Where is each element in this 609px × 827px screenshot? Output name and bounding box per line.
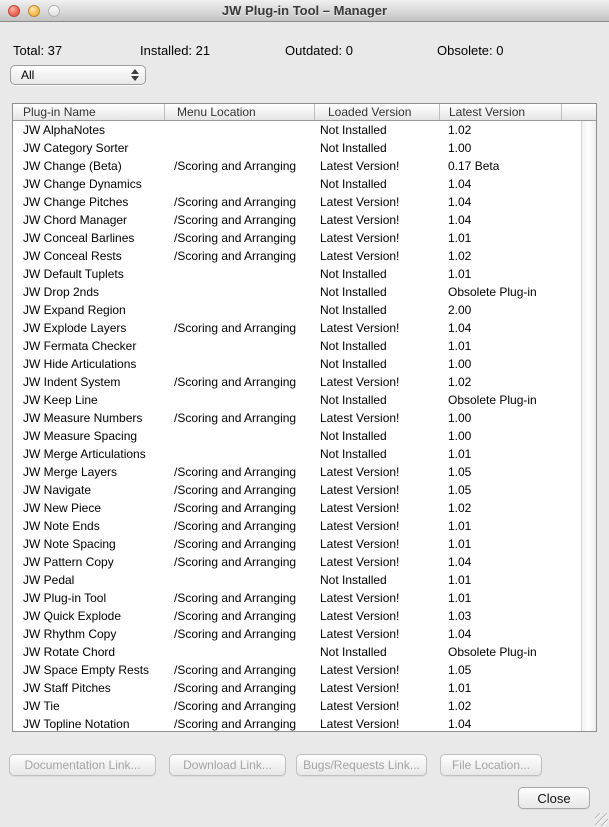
table-row[interactable] (13, 211, 581, 229)
cell-c1: JW Explode Layers (23, 321, 127, 335)
table-row[interactable] (13, 463, 581, 481)
cell-c1: JW Measure Numbers (23, 411, 143, 425)
cell-c4: 1.00 (448, 411, 472, 425)
cell-c3: Latest Version! (320, 591, 400, 605)
cell-c2: /Scoring and Arranging (174, 465, 297, 479)
cell-c4: 1.02 (448, 699, 472, 713)
table-row[interactable] (13, 715, 581, 731)
cell-c1: JW Conceal Barlines (23, 231, 135, 245)
plugin-table (12, 103, 597, 732)
cell-c2: /Scoring and Arranging (174, 519, 297, 533)
cell-c2: /Scoring and Arranging (174, 627, 297, 641)
cell-c1: JW Merge Articulations (23, 447, 146, 461)
cell-c4: 1.04 (448, 195, 472, 209)
cell-c1: JW Space Empty Rests (23, 663, 150, 677)
cell-c2: /Scoring and Arranging (174, 411, 297, 425)
table-row[interactable] (13, 427, 581, 445)
table-row[interactable] (13, 283, 581, 301)
column-header-latest-version[interactable]: Latest Version (439, 104, 561, 120)
stat-installed: Installed: 21 (140, 43, 211, 58)
cell-c3: Latest Version! (320, 699, 400, 713)
cell-c1: JW Conceal Rests (23, 249, 122, 263)
cell-c2: /Scoring and Arranging (174, 537, 297, 551)
cell-c4: 1.01 (448, 519, 472, 533)
cell-c4: 1.04 (448, 555, 472, 569)
cell-c3: Latest Version! (320, 555, 400, 569)
table-row[interactable] (13, 535, 581, 553)
cell-c1: JW Note Spacing (23, 537, 116, 551)
column-header-blank (561, 104, 596, 120)
cell-c1: JW Navigate (23, 483, 92, 497)
vertical-scrollbar[interactable] (581, 121, 596, 731)
cell-c1: JW Change Dynamics (23, 177, 142, 191)
cell-c3: Not Installed (320, 339, 387, 353)
popup-stepper-icon (130, 69, 139, 81)
cell-c1: JW Topline Notation (23, 717, 130, 731)
cell-c1: JW Staff Pitches (23, 681, 111, 695)
table-row[interactable] (13, 589, 581, 607)
cell-c3: Not Installed (320, 177, 387, 191)
cell-c3: Latest Version! (320, 249, 400, 263)
cell-c4: 1.01 (448, 573, 472, 587)
cell-c1: JW Tie (23, 699, 60, 713)
cell-c1: JW Category Sorter (23, 141, 129, 155)
cell-c1: JW Plug-in Tool (23, 591, 107, 605)
file-location-button: File Location... (440, 754, 542, 776)
cell-c4: 1.05 (448, 483, 472, 497)
resize-grip[interactable] (595, 813, 608, 826)
window-title: JW Plug-in Tool – Manager (221, 3, 388, 18)
cell-c2: /Scoring and Arranging (174, 501, 297, 515)
cell-c4: Obsolete Plug-in (448, 393, 537, 407)
table-row[interactable] (13, 679, 581, 697)
cell-c3: Latest Version! (320, 501, 400, 515)
cell-c1: JW Measure Spacing (23, 429, 138, 443)
table-header (13, 104, 596, 121)
bugs-requests-link-button: Bugs/Requests Link... (296, 754, 427, 776)
table-row[interactable] (13, 499, 581, 517)
cell-c1: JW Rhythm Copy (23, 627, 117, 641)
cell-c1: JW Drop 2nds (23, 285, 100, 299)
cell-c3: Latest Version! (320, 159, 400, 173)
table-row[interactable] (13, 157, 581, 175)
cell-c3: Not Installed (320, 303, 387, 317)
table-row[interactable] (13, 301, 581, 319)
table-row[interactable] (13, 625, 581, 643)
cell-c4: 1.04 (448, 627, 472, 641)
cell-c3: Latest Version! (320, 519, 400, 533)
cell-c2: /Scoring and Arranging (174, 195, 297, 209)
cell-c3: Latest Version! (320, 483, 400, 497)
cell-c4: 1.04 (448, 321, 472, 335)
cell-c2: /Scoring and Arranging (174, 699, 297, 713)
cell-c4: 2.00 (448, 303, 472, 317)
cell-c2: /Scoring and Arranging (174, 249, 297, 263)
table-body (13, 121, 581, 731)
cell-c1: JW Indent System (23, 375, 121, 389)
stat-total: Total: 37 (13, 43, 63, 58)
table-row[interactable] (13, 193, 581, 211)
cell-c3: Not Installed (320, 645, 387, 659)
cell-c3: Latest Version! (320, 231, 400, 245)
cell-c4: 1.01 (448, 681, 472, 695)
cell-c2: /Scoring and Arranging (174, 483, 297, 497)
cell-c3: Latest Version! (320, 321, 400, 335)
cell-c3: Not Installed (320, 267, 387, 281)
cell-c2: /Scoring and Arranging (174, 159, 297, 173)
cell-c2: /Scoring and Arranging (174, 663, 297, 677)
table-row[interactable] (13, 661, 581, 679)
cell-c2: /Scoring and Arranging (174, 321, 297, 335)
table-row[interactable] (13, 247, 581, 265)
cell-c3: Not Installed (320, 285, 387, 299)
cell-c2: /Scoring and Arranging (174, 591, 297, 605)
table-row[interactable] (13, 571, 581, 589)
cell-c4: 1.02 (448, 249, 472, 263)
cell-c1: JW Keep Line (23, 393, 98, 407)
cell-c3: Not Installed (320, 123, 387, 137)
cell-c4: 1.01 (448, 447, 472, 461)
cell-c1: JW AlphaNotes (23, 123, 106, 137)
cell-c3: Latest Version! (320, 375, 400, 389)
stat-outdated: Outdated: 0 (285, 43, 353, 58)
cell-c3: Latest Version! (320, 465, 400, 479)
cell-c4: 1.00 (448, 357, 472, 371)
cell-c3: Not Installed (320, 141, 387, 155)
cell-c4: 1.05 (448, 465, 472, 479)
cell-c1: JW New Piece (23, 501, 102, 515)
cell-c4: Obsolete Plug-in (448, 645, 537, 659)
cell-c2: /Scoring and Arranging (174, 681, 297, 695)
cell-c1: JW Fermata Checker (23, 339, 137, 353)
title-bar (0, 0, 609, 22)
cell-c3: Not Installed (320, 447, 387, 461)
cell-c2: /Scoring and Arranging (174, 609, 297, 623)
filter-dropdown[interactable] (10, 65, 146, 85)
table-row[interactable] (13, 319, 581, 337)
cell-c4: 1.03 (448, 609, 472, 623)
table-row[interactable] (13, 121, 581, 139)
cell-c1: JW Hide Articulations (23, 357, 137, 371)
cell-c3: Latest Version! (320, 213, 400, 227)
cell-c4: 1.01 (448, 591, 472, 605)
cell-c3: Not Installed (320, 573, 387, 587)
cell-c1: JW Default Tuplets (23, 267, 124, 281)
cell-c3: Not Installed (320, 393, 387, 407)
cell-c2: /Scoring and Arranging (174, 231, 297, 245)
cell-c2: /Scoring and Arranging (174, 213, 297, 227)
cell-c2: /Scoring and Arranging (174, 555, 297, 569)
cell-c3: Latest Version! (320, 411, 400, 425)
column-header-menu-location[interactable]: Menu Location (164, 104, 314, 120)
table-row[interactable] (13, 229, 581, 247)
download-link-button: Download Link... (169, 754, 286, 776)
filter-selected-value: All (21, 68, 35, 82)
close-button[interactable]: Close (518, 787, 590, 809)
table-row[interactable] (13, 553, 581, 571)
cell-c1: JW Rotate Chord (23, 645, 116, 659)
table-row[interactable] (13, 373, 581, 391)
cell-c1: JW Pedal (23, 573, 75, 587)
cell-c3: Latest Version! (320, 627, 400, 641)
table-row[interactable] (13, 445, 581, 463)
stat-obsolete: Obsolete: 0 (437, 43, 504, 58)
cell-c4: 1.00 (448, 429, 472, 443)
documentation-link-button: Documentation Link... (9, 754, 156, 776)
cell-c4: 1.01 (448, 231, 472, 245)
cell-c4: 1.05 (448, 663, 472, 677)
table-row[interactable] (13, 391, 581, 409)
cell-c1: JW Chord Manager (23, 213, 128, 227)
cell-c1: JW Merge Layers (23, 465, 118, 479)
cell-c3: Latest Version! (320, 195, 400, 209)
table-row[interactable] (13, 139, 581, 157)
cell-c1: JW Change Pitches (23, 195, 129, 209)
column-header-plugin-name[interactable]: Plug-in Name (23, 105, 96, 119)
cell-c1: JW Change (Beta) (23, 159, 122, 173)
cell-c4: 1.02 (448, 501, 472, 515)
column-header-loaded-version[interactable]: Loaded Version (314, 104, 439, 120)
cell-c3: Not Installed (320, 429, 387, 443)
cell-c4: 1.04 (448, 213, 472, 227)
cell-c3: Latest Version! (320, 537, 400, 551)
cell-c4: 1.04 (448, 177, 472, 191)
cell-c3: Not Installed (320, 357, 387, 371)
cell-c4: 1.02 (448, 123, 472, 137)
cell-c1: JW Quick Explode (23, 609, 122, 623)
table-row[interactable] (13, 409, 581, 427)
table-row[interactable] (13, 643, 581, 661)
cell-c4: 0.17 Beta (448, 159, 500, 173)
cell-c2: /Scoring and Arranging (174, 375, 297, 389)
cell-c4: 1.04 (448, 717, 472, 731)
cell-c4: 1.02 (448, 375, 472, 389)
cell-c1: JW Pattern Copy (23, 555, 114, 569)
cell-c4: 1.01 (448, 267, 472, 281)
table-row[interactable] (13, 607, 581, 625)
cell-c1: JW Expand Region (23, 303, 126, 317)
cell-c4: 1.01 (448, 339, 472, 353)
cell-c3: Latest Version! (320, 663, 400, 677)
cell-c4: Obsolete Plug-in (448, 285, 537, 299)
table-row[interactable] (13, 481, 581, 499)
cell-c4: 1.00 (448, 141, 472, 155)
table-row[interactable] (13, 175, 581, 193)
table-row[interactable] (13, 355, 581, 373)
table-row[interactable] (13, 337, 581, 355)
cell-c4: 1.01 (448, 537, 472, 551)
cell-c2: /Scoring and Arranging (174, 717, 297, 731)
cell-c3: Latest Version! (320, 717, 400, 731)
table-row[interactable] (13, 265, 581, 283)
table-row[interactable] (13, 517, 581, 535)
cell-c1: JW Note Ends (23, 519, 100, 533)
cell-c3: Latest Version! (320, 609, 400, 623)
cell-c3: Latest Version! (320, 681, 400, 695)
table-row[interactable] (13, 697, 581, 715)
